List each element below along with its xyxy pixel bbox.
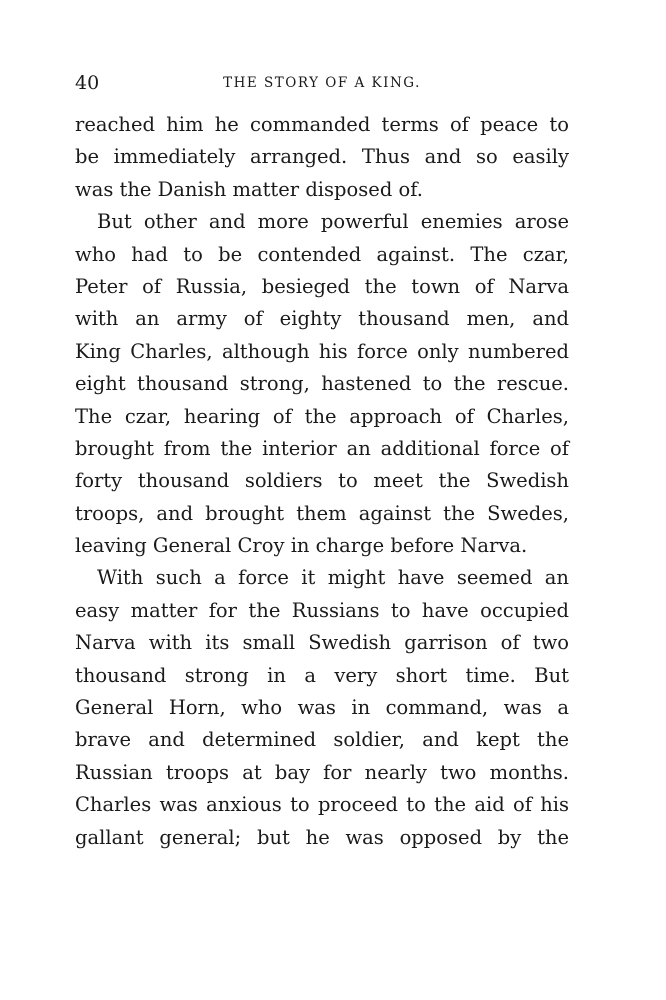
- text-line: eight thousand strong, hastened to the rescue.: [75, 372, 569, 396]
- text-line: was the Danish matter disposed of.: [75, 177, 423, 201]
- text-line: troops, and brought them against the Swedes,: [75, 501, 569, 525]
- paragraph: [75, 562, 569, 854]
- text-line: easy matter for the Russians to have occupied: [75, 598, 569, 622]
- paragraph: [75, 206, 569, 562]
- text-line: Narva with its small Swedish garrison of two: [75, 631, 569, 655]
- text-line: With such a force it might have seemed an: [97, 566, 569, 590]
- text-line: be immediately arranged. Thus and so easily: [75, 145, 569, 169]
- text-line: thousand strong in a very short time. But: [75, 663, 569, 687]
- text-line: Peter of Russia, besieged the town of Narva: [75, 274, 569, 298]
- text-line: King Charles, although his force only numbered: [75, 339, 569, 363]
- text-line: forty thousand soldiers to meet the Swedish: [75, 469, 569, 493]
- text-line: brought from the interior an additional force of: [75, 436, 569, 460]
- text-line: General Horn, who was in command, was a: [75, 696, 569, 720]
- text-line: Russian troops at bay for nearly two months.: [75, 760, 569, 784]
- text-line: reached him he commanded terms of peace to: [75, 113, 569, 136]
- body-text: [75, 109, 569, 854]
- text-line: brave and determined soldier, and kept the: [75, 728, 569, 752]
- text-line: But other and more powerful enemies arose: [97, 210, 569, 234]
- text-line: leaving General Croy in charge before Narva.: [75, 534, 528, 558]
- page-header: [75, 72, 569, 100]
- text-line: with an army of eighty thousand men, and: [75, 307, 569, 331]
- running-title: THE STORY OF A KING.: [223, 75, 421, 91]
- text-line: The czar, hearing of the approach of Charles,: [75, 404, 569, 428]
- page-number: 40: [75, 72, 100, 94]
- text-line: who had to be contended against. The czar,: [75, 242, 569, 266]
- paragraph: [75, 109, 569, 206]
- text-line: Charles was anxious to proceed to the aid of his: [75, 793, 569, 817]
- text-line: gallant general; but he was opposed by the: [75, 825, 569, 849]
